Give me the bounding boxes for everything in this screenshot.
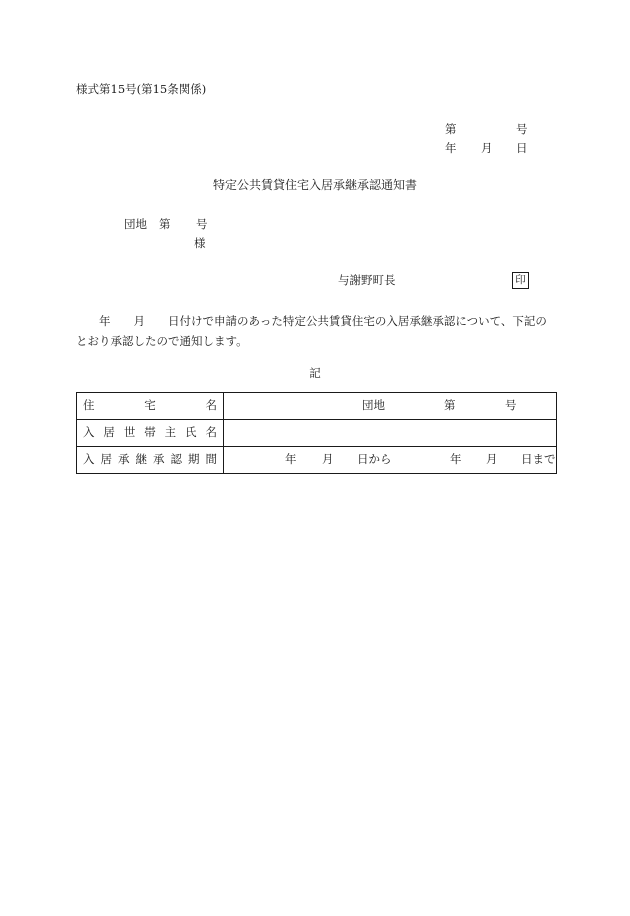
label-char: 主 xyxy=(164,425,177,440)
label-char: 承 xyxy=(153,452,165,467)
to-day-label: 日まで xyxy=(521,452,556,466)
dai-label: 第 xyxy=(444,398,456,412)
from-year-label: 年 xyxy=(285,452,297,466)
go-label: 号 xyxy=(505,398,517,412)
label-char: 居 xyxy=(100,452,112,467)
number-go-label: 号 xyxy=(516,122,528,136)
label-char: 継 xyxy=(135,452,147,467)
label-char: 名 xyxy=(205,398,217,413)
ki-heading: 記 xyxy=(309,366,321,380)
notice-body-text: 年 月 日付けで申請のあった特定公共賃貸住宅の入居承継承認について、下記のとおり承認したので通知します。 xyxy=(76,314,547,348)
document-title: 特定公共賃貸住宅入居承継承認通知書 xyxy=(212,178,417,192)
label-char: 名 xyxy=(205,425,217,440)
label-char: 世 xyxy=(123,425,136,440)
addressee-danchi-label: 団地 xyxy=(124,217,147,231)
form-number: 様式第15号(第15条関係) xyxy=(76,82,207,96)
label-char: 間 xyxy=(205,452,217,467)
label-char: 住 xyxy=(83,398,95,413)
to-year-label: 年 xyxy=(450,452,462,466)
addressee-go-label: 号 xyxy=(196,217,208,231)
to-month-label: 月 xyxy=(486,452,498,466)
label-char: 承 xyxy=(118,452,130,467)
succession-period-value xyxy=(224,447,557,474)
label-char: 入 xyxy=(83,425,95,440)
housing-name-label xyxy=(77,393,224,420)
record-table xyxy=(76,392,557,474)
housing-name-value xyxy=(224,393,557,420)
from-day-label: 日から xyxy=(357,452,392,466)
table-row xyxy=(77,447,557,474)
label-char: 期 xyxy=(188,452,200,467)
date-year-label: 年 xyxy=(445,141,457,155)
label-char: 入 xyxy=(83,452,95,467)
label-char: 居 xyxy=(103,425,115,440)
label-char: 氏 xyxy=(185,425,197,440)
table-row xyxy=(77,420,557,447)
danchi-label: 団地 xyxy=(362,398,385,412)
seal-mark: 印 xyxy=(512,272,529,289)
issuer-name: 与謝野町長 xyxy=(338,273,396,287)
number-dai-label: 第 xyxy=(445,122,457,136)
succession-period-label xyxy=(77,447,224,474)
from-month-label: 月 xyxy=(322,452,334,466)
label-char: 宅 xyxy=(144,398,156,413)
label-char: 認 xyxy=(170,452,182,467)
label-char: 帯 xyxy=(144,425,156,440)
date-month-label: 月 xyxy=(481,141,493,155)
addressee-honorific: 様 xyxy=(194,236,206,250)
date-day-label: 日 xyxy=(516,141,528,155)
table-row xyxy=(77,393,557,420)
householder-name-value xyxy=(224,420,557,447)
householder-name-label xyxy=(77,420,224,447)
addressee-dai-label: 第 xyxy=(159,217,171,231)
